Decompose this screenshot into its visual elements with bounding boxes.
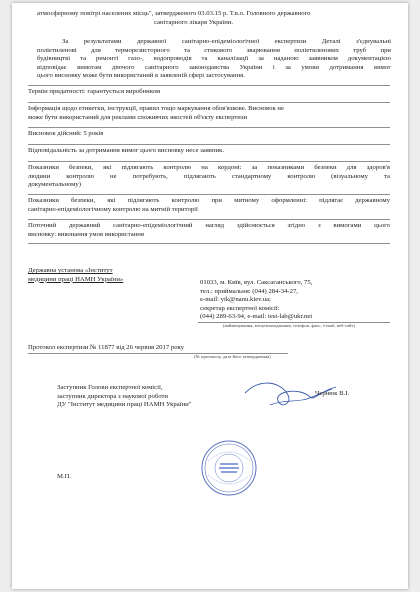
contact-line-2: тел.: приймальня: (044) 284-34-27, xyxy=(200,287,298,295)
protocol: Протокол експертизи № 11877 від 26 червня 2017 року xyxy=(28,344,185,351)
labeling-line-1: Інформація щодо етикетки, інструкції, правил тощо маркування обов'язкове. Висновок не xyxy=(28,105,284,112)
divider xyxy=(28,102,390,103)
signature-icon xyxy=(240,373,350,428)
institution-line-1: Державна установа «Інститут xyxy=(28,267,113,274)
supervision-line-2: висновку: виконання умов використання xyxy=(28,230,144,238)
contact-line-5: (044) 289-63-94, e-mail: test-lab@ukr.net xyxy=(200,313,313,321)
contact-caption: (найменування, місцезнаходження, телефон, факс, e-mail, веб-сайт) xyxy=(223,323,355,328)
contact-line-1: 01033, м. Київ, вул. Саксаганського, 75, xyxy=(200,279,313,286)
supervision-line-1: Поточний державний санітарно-епідеміологічний нагляд здійснюється згідно з вимогами цього xyxy=(28,222,390,229)
customs-line-1: Показники безпеки, які підлягають контролю при митному оформленні: підлягає державному xyxy=(28,197,390,204)
conclusion-line-5: цього висновку може бути використаний в заявленій сфері застосування. xyxy=(37,72,245,80)
divider xyxy=(28,219,390,220)
border-control-line-3: документальному) xyxy=(28,181,81,189)
signatory-name: Чернюк В.І. xyxy=(315,390,350,397)
institution-line-2: медицини праці НАМН України» xyxy=(28,275,124,283)
intro-line-1: атмосферному повітрі населених місць", затвердженого 03.03.15 р. Т.в.о. Головного державного xyxy=(37,10,311,17)
intro-line-2: санітарного лікаря України. xyxy=(154,18,234,26)
conclusion-line-4: відповідає вимогам діючого санітарного законодавства України і за умови дотримання вимог xyxy=(37,63,391,71)
conclusion-line-1: За результатами державної санітарно-епідеміологічної експертизи Деталі з'єднувальні xyxy=(62,38,391,45)
border-control-line-1: Показники безпеки, які підлягають контролю на кордоні: за показниками безпеки для здоров'я xyxy=(28,164,390,171)
stamp-icon xyxy=(200,439,258,497)
customs-line-2: санітарно-епідеміологічному контролю на митній території xyxy=(28,205,198,213)
responsibility: Відповідальність за дотримання вимог цього висновку несе заявник. xyxy=(28,147,225,154)
validity: Висновок дійсний: 5 років xyxy=(28,130,104,137)
contact-line-4: секретар експертної комісії: xyxy=(200,304,280,312)
divider xyxy=(28,127,390,128)
document-page xyxy=(12,3,408,589)
signatory-line-2: заступник директора з наукової роботи xyxy=(57,392,168,400)
signatory-line-3: ДУ "Інститут медицини праці НАМН України" xyxy=(57,401,192,409)
shelf-life: Термін придатності: гарантується виробником xyxy=(28,88,161,95)
mp-mark: М.П. xyxy=(57,473,72,480)
signatory-line-1: Заступник Голови експертної комісії, xyxy=(57,384,163,391)
divider xyxy=(28,85,390,86)
labeling-line-2: може бути використаний для реклами споживчих якостей об'єкту експертизи xyxy=(28,113,248,121)
conclusion-line-2: поліетиленові для терморезисторного та стикового зварювання поліетиленових труб при xyxy=(37,46,391,54)
divider xyxy=(28,194,390,195)
conclusion-line-3: будівництві та ремонті газо-, водопроводів та каналізації за наданою заявником документацією xyxy=(37,55,391,63)
divider xyxy=(28,161,390,162)
protocol-caption: (№ протоколу, дата його затвердження) xyxy=(194,354,271,359)
divider xyxy=(28,243,390,244)
divider xyxy=(28,144,390,145)
contact-line-3: e-mail: yik@nanu.kiev.ua; xyxy=(200,296,271,304)
border-control-line-2: людини контролю не потребують, підлягають стандартному контролю (візуальному та xyxy=(28,172,390,180)
